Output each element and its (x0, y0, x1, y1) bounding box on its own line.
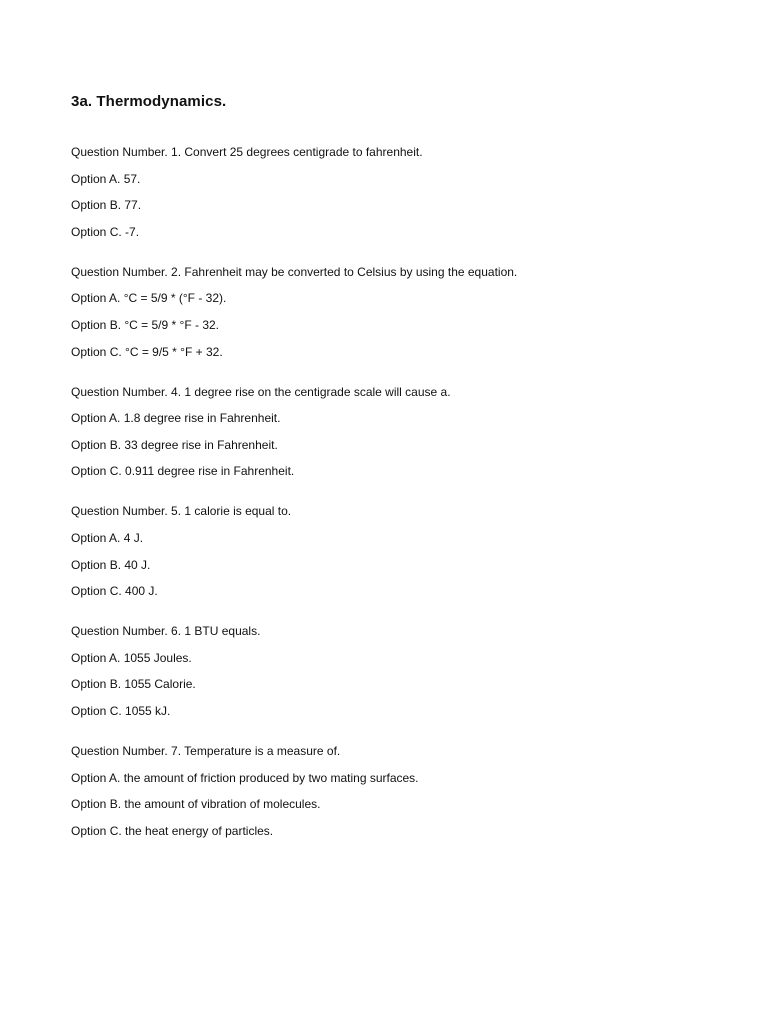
option-a: Option A. 4 J. (71, 530, 144, 545)
option-b: Option B. the amount of vibration of molecules. (71, 797, 321, 812)
option-c: Option C. 400 J. (71, 584, 158, 599)
option-c: Option C. 0.911 degree rise in Fahrenheit. (71, 464, 295, 479)
question-text: Question Number. 6. 1 BTU equals. (71, 624, 261, 639)
question-text: Question Number. 1. Convert 25 degrees centigrade to fahrenheit. (71, 145, 423, 159)
option-c: Option C. -7. (71, 224, 140, 239)
option-b: Option B. 77. (71, 198, 142, 213)
option-a: Option A. 1055 Joules. (71, 650, 192, 665)
question-block-4 (71, 385, 711, 479)
option-a: Option A. 1.8 degree rise in Fahrenheit. (71, 411, 281, 426)
option-c: Option C. °C = 9/5 * °F + 32. (71, 344, 223, 359)
document-page (71, 92, 711, 864)
option-b: Option B. 33 degree rise in Fahrenheit. (71, 437, 278, 452)
question-block-2 (71, 265, 711, 359)
page-heading: 3a. Thermodynamics. (71, 93, 227, 110)
option-a: Option A. the amount of friction produced by two mating surfaces. (71, 770, 419, 785)
question-text: Question Number. 4. 1 degree rise on the centigrade scale will cause a. (71, 384, 451, 399)
option-c: Option C. 1055 kJ. (71, 703, 171, 718)
option-c: Option C. the heat energy of particles. (71, 823, 274, 838)
option-b: Option B. °C = 5/9 * °F - 32. (71, 317, 219, 332)
question-block-6 (71, 624, 711, 718)
option-b: Option B. 1055 Calorie. (71, 677, 196, 692)
question-block-7 (71, 744, 711, 838)
question-text: Question Number. 2. Fahrenheit may be converted to Celsius by using the equation. (71, 264, 518, 279)
question-text: Question Number. 7. Temperature is a measure of. (71, 743, 341, 758)
question-text: Question Number. 5. 1 calorie is equal to. (71, 504, 292, 519)
question-block-1 (71, 145, 711, 239)
question-block-5 (71, 504, 711, 598)
option-a: Option A. °C = 5/9 * (°F - 32). (71, 291, 227, 306)
option-b: Option B. 40 J. (71, 557, 151, 572)
option-a: Option A. 57. (71, 171, 141, 186)
